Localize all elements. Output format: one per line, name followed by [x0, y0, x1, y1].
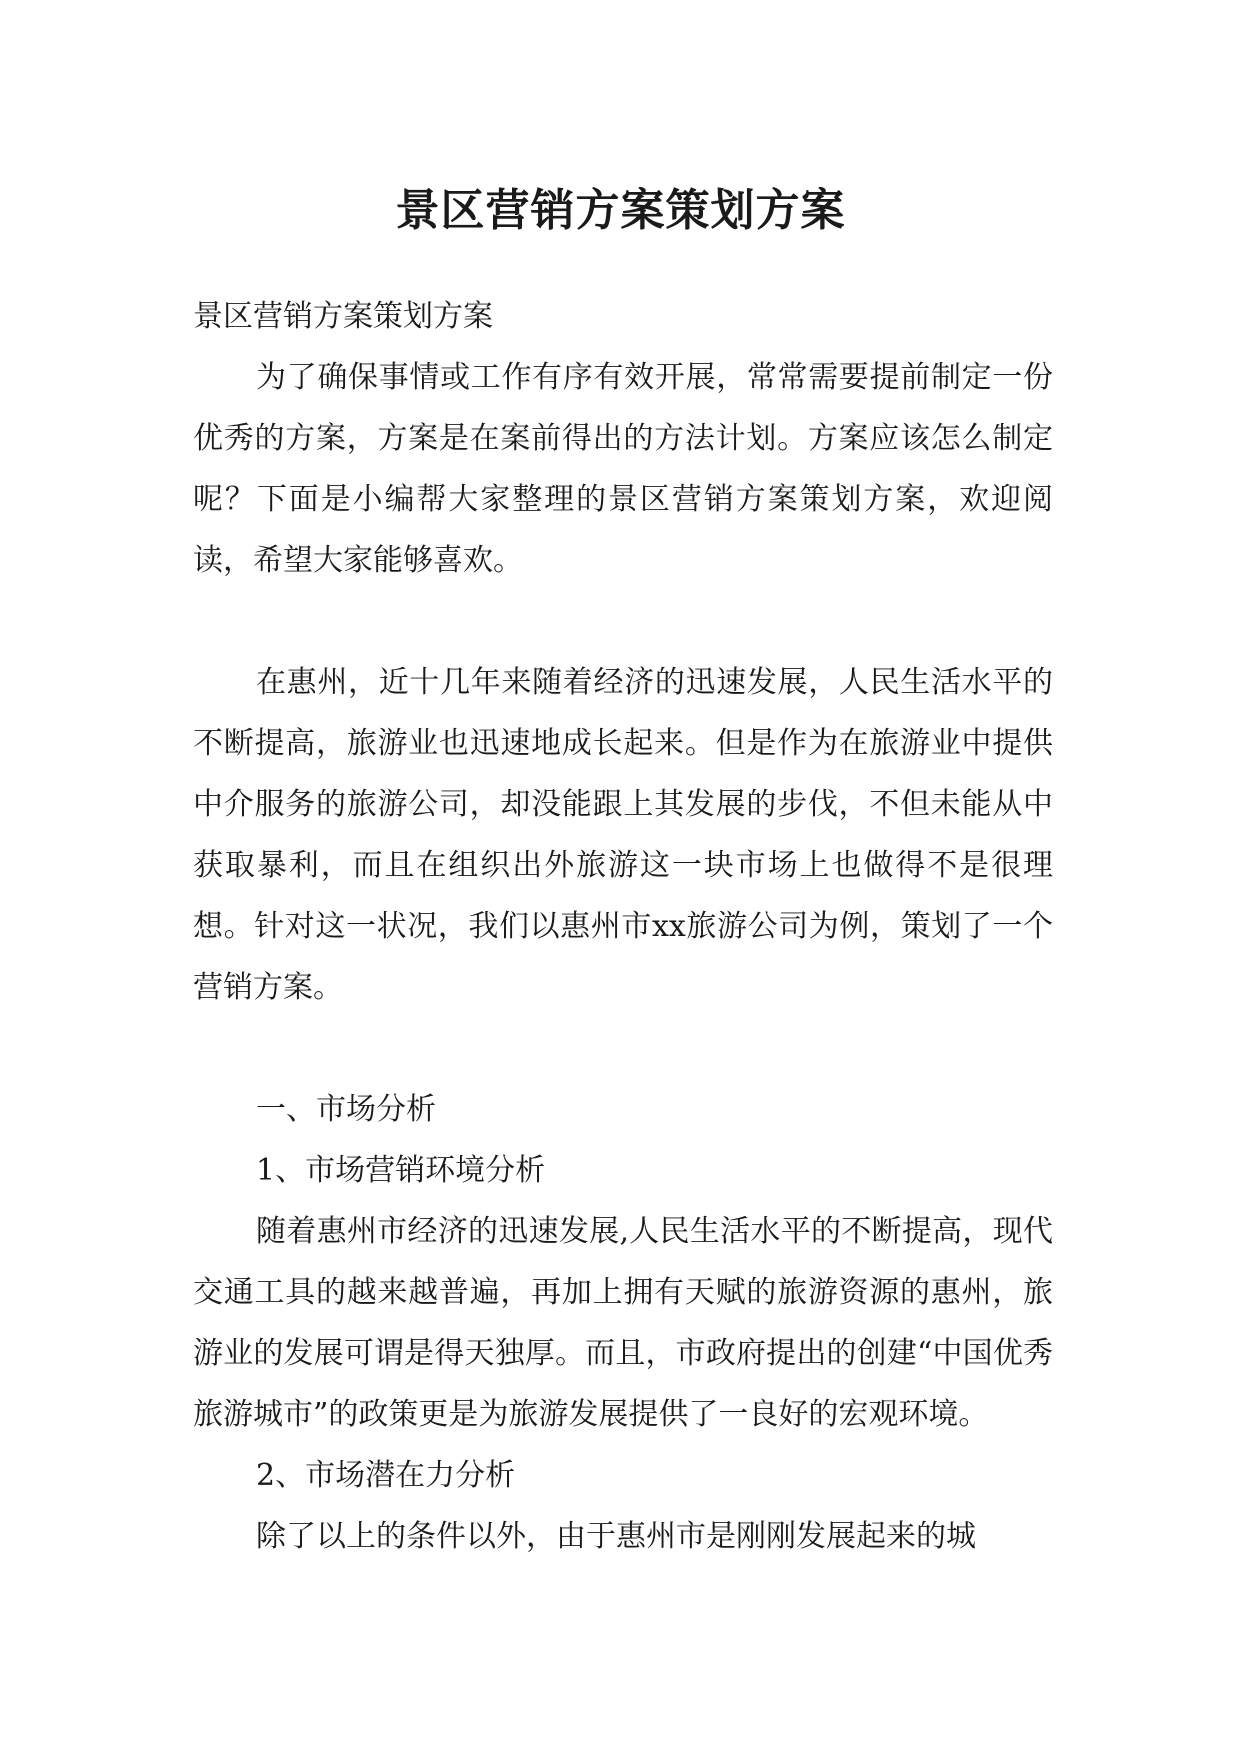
- background-paragraph: 在惠州，近十几年来随着经济的迅速发展，人民生活水平的不断提高，旅游业也迅速地成长起来。但是作为在旅游业中提供中介服务的旅游公司，却没能跟上其发展的步伐，不但未能从中获取暴利，而且在组织出外旅游这一块市场上也做得不是很理想。针对这一状况，我们以惠州市xx旅游公司为例，策划了一个营销方案。: [193, 665, 1053, 1005]
- market-potential-paragraph: 除了以上的条件以外，由于惠州市是刚刚发展起来的城: [256, 1519, 976, 1554]
- subheading-market-potential: 2、市场潜在力分析: [256, 1458, 516, 1493]
- document-body: [193, 286, 1053, 1567]
- subheading-marketing-environment: 1、市场营销环境分析: [256, 1153, 546, 1188]
- subtitle-line: 景区营销方案策划方案: [193, 299, 493, 334]
- marketing-environment-paragraph: 随着惠州市经济的迅速发展,人民生活水平的不断提高，现代交通工具的越来越普遍，再加上拥有天赋的旅游资源的惠州，旅游业的发展可谓是得天独厚。而且，市政府提出的创建“中国优秀旅游城市”的政策更是为旅游发展提供了一良好的宏观环境。: [193, 1214, 1053, 1432]
- paragraph-spacer: [193, 1018, 1053, 1079]
- section-heading-market-analysis: 一、市场分析: [256, 1092, 436, 1127]
- document-title: 景区营销方案策划方案: [395, 185, 846, 237]
- intro-paragraph: 为了确保事情或工作有序有效开展，常常需要提前制定一份优秀的方案，方案是在案前得出的方法计划。方案应该怎么制定呢？下面是小编帮大家整理的景区营销方案策划方案，欢迎阅读，希望大家能够喜欢。: [193, 360, 1053, 578]
- paragraph-spacer: [193, 591, 1053, 652]
